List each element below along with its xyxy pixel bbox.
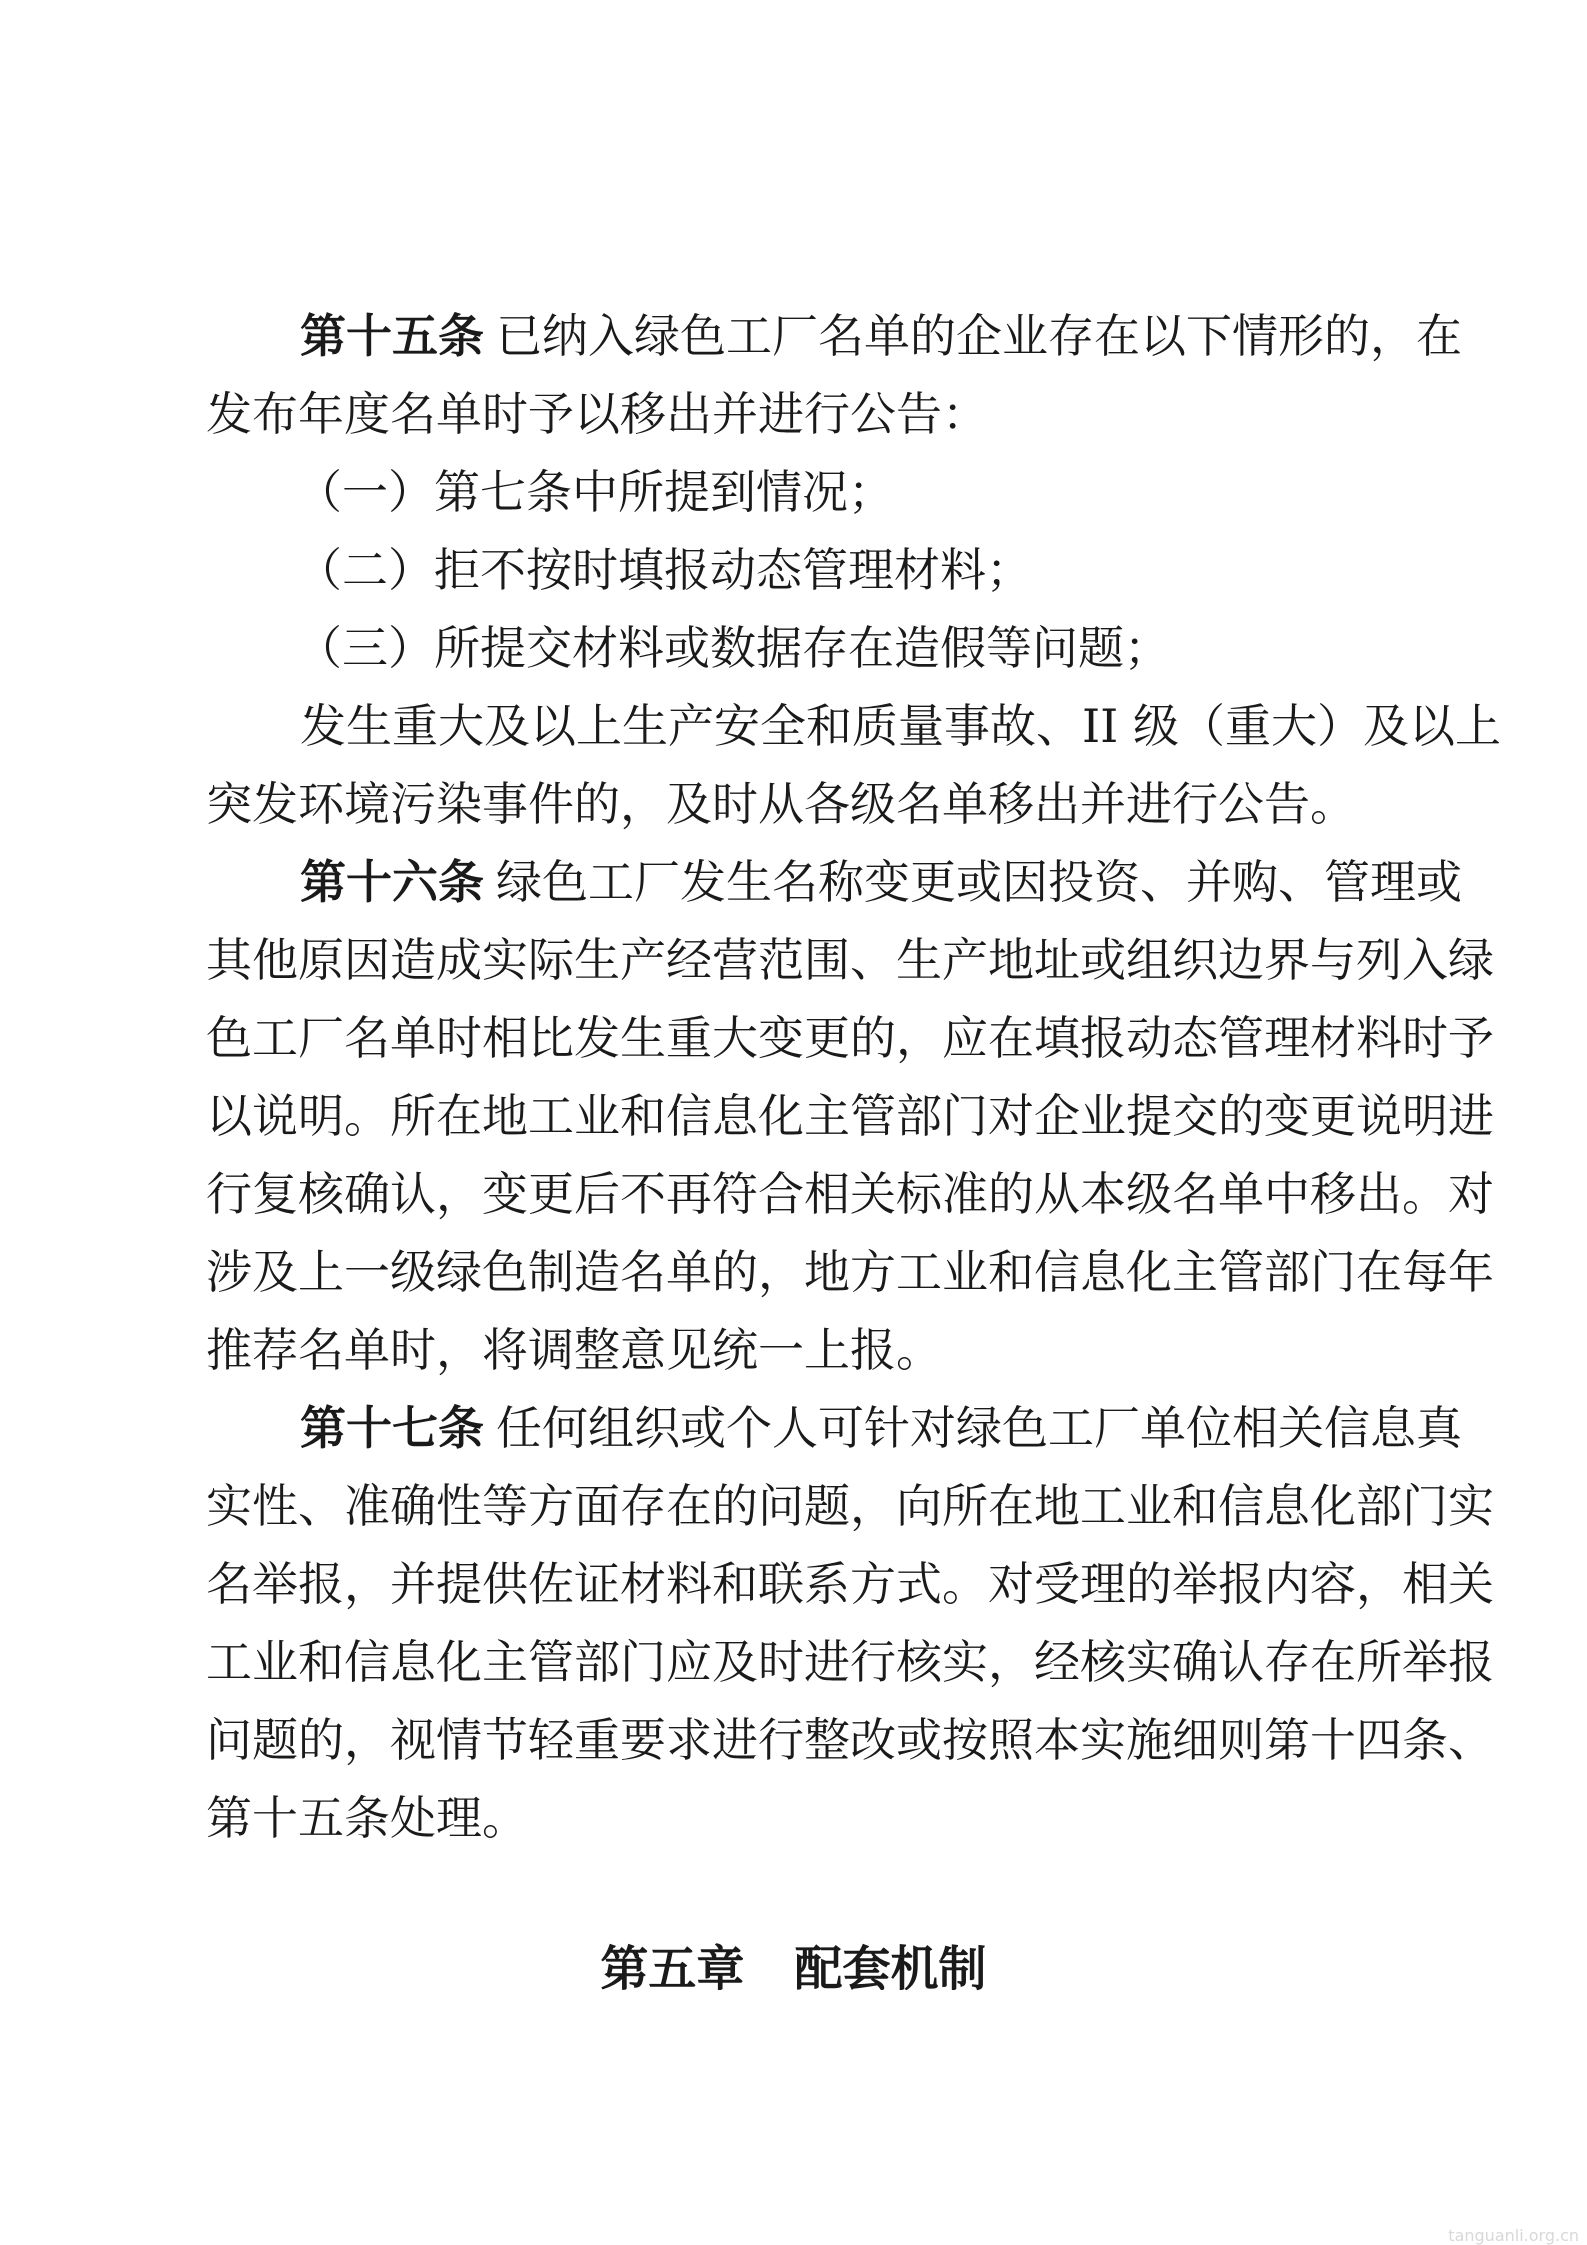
article-15-label: 第十五条 xyxy=(300,309,484,363)
article-15-item-3: （三）所提交材料或数据存在造假等问题； xyxy=(296,621,1170,675)
article-17-line-3: 名举报，并提供佐证材料和联系方式。对受理的举报内容，相关 xyxy=(206,1557,1494,1611)
article-17-line-2: 实性、准确性等方面存在的问题，向所在地工业和信息化部门实 xyxy=(206,1479,1494,1533)
article-16-line-1 xyxy=(0,852,1587,912)
article-16-line-4: 以说明。所在地工业和信息化主管部门对企业提交的变更说明进 xyxy=(206,1089,1494,1143)
article-17-line-5: 问题的，视情节轻重要求进行整改或按照本实施细则第十四条、 xyxy=(206,1713,1494,1767)
article-15-item-1: （一）第七条中所提到情况； xyxy=(296,465,894,519)
article-15-text: 已纳入绿色工厂名单的企业存在以下情形的，在 xyxy=(496,309,1462,363)
chapter-heading: 第五章 配套机制 xyxy=(600,1941,987,1997)
site-watermark: tanguanli.org.cn xyxy=(1448,2226,1579,2245)
article-17-line-4: 工业和信息化主管部门应及时进行核实，经核实确认存在所举报 xyxy=(206,1635,1494,1689)
article-15-line-2: 发布年度名单时予以移出并进行公告： xyxy=(206,387,988,441)
article-15-paragraph-2-line-2: 突发环境污染事件的，及时从各级名单移出并进行公告。 xyxy=(206,777,1356,831)
article-17-text: 任何组织或个人可针对绿色工厂单位相关信息真 xyxy=(496,1401,1462,1455)
article-16-line-3: 色工厂名单时相比发生重大变更的，应在填报动态管理材料时予 xyxy=(206,1011,1494,1065)
article-16-label: 第十六条 xyxy=(300,855,484,909)
article-16-line-2: 其他原因造成实际生产经营范围、生产地址或组织边界与列入绿 xyxy=(206,933,1494,987)
article-15-paragraph-2-line-1: 发生重大及以上生产安全和质量事故、II 级（重大）及以上 xyxy=(300,699,1501,753)
article-15-line-1 xyxy=(0,306,1587,366)
article-16-line-5: 行复核确认，变更后不再符合相关标准的从本级名单中移出。对 xyxy=(206,1167,1494,1221)
article-17-line-1 xyxy=(0,1398,1587,1458)
article-17-line-6: 第十五条处理。 xyxy=(206,1791,528,1845)
article-17-label: 第十七条 xyxy=(300,1401,484,1455)
article-15-item-2: （二）拒不按时填报动态管理材料； xyxy=(296,543,1032,597)
article-16-text: 绿色工厂发生名称变更或因投资、并购、管理或 xyxy=(496,855,1462,909)
article-16-line-6: 涉及上一级绿色制造名单的，地方工业和信息化主管部门在每年 xyxy=(206,1245,1494,1299)
article-16-line-7: 推荐名单时，将调整意见统一上报。 xyxy=(206,1323,942,1377)
